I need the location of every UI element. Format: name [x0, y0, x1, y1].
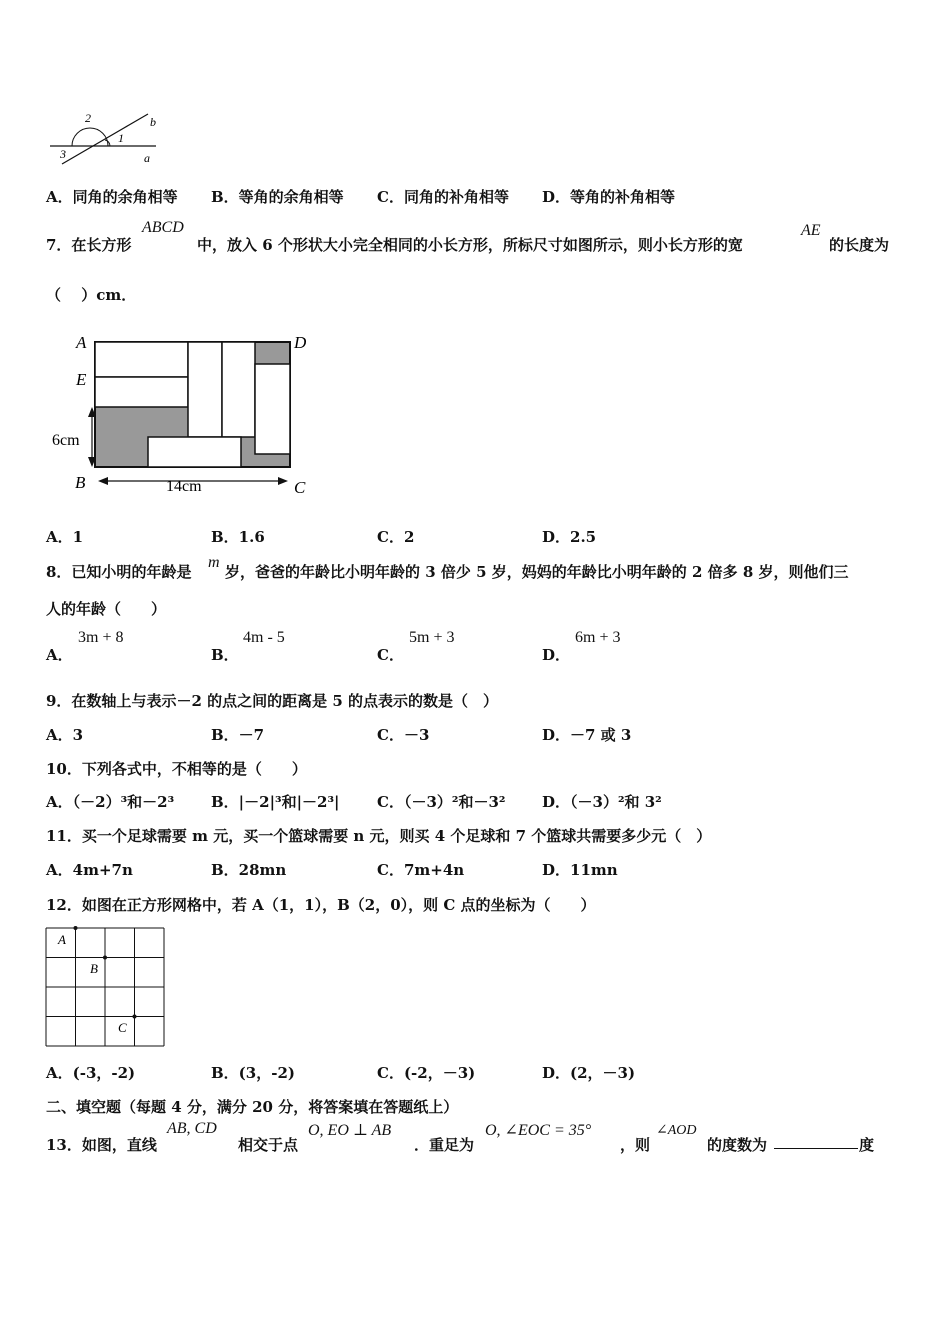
q9-text: 9．在数轴上与表示－2 的点之间的距离是 5 的点表示的数是（ ）	[46, 692, 498, 710]
q12-option-a: A．(-3，-2)	[46, 1064, 136, 1082]
q13-math-aod: ∠AOD	[656, 1123, 697, 1138]
q10-option-b: B．|－2|³和|－2³|	[211, 793, 340, 811]
small-rect-1	[95, 342, 188, 377]
small-rect-3	[188, 342, 222, 437]
height-label: 6cm	[52, 432, 80, 449]
q12-text: 12．如图在正方形网格中，若 A（1，1），B（2，0），则 C 点的坐标为（ ）	[46, 896, 596, 914]
q10-option-d: D．（－3）²和 3²	[542, 793, 662, 811]
q8-prefix: 8．已知小明的年龄是	[46, 563, 192, 581]
q13-suffix: 的度数为	[707, 1136, 768, 1154]
q8-option-d-expr: 6m + 3	[575, 629, 621, 646]
q10-option-c: C．（－3）²和－3²	[377, 793, 506, 811]
point-label-d: D	[294, 333, 307, 352]
line-label-a: a	[144, 151, 150, 165]
q7-math-ae: AE	[801, 222, 821, 239]
shaded-region-top-right	[255, 342, 290, 364]
q9-option-a: A．3	[46, 726, 84, 744]
q13-mid3: ，则	[620, 1136, 651, 1154]
angle-arc-2	[72, 128, 108, 146]
q8-math-m: m	[208, 554, 220, 571]
small-rect-2	[95, 377, 188, 407]
line-b	[62, 114, 148, 164]
q8-option-c-letter: C．	[377, 646, 404, 664]
q13-math-angle: O, ∠EOC = 35°	[485, 1122, 592, 1139]
q7-suffix: 的长度为	[829, 236, 890, 254]
q11-text: 11．买一个足球需要 m 元，买一个篮球需要 n 元，则买 4 个足球和 7 个篮球共需要多少元（ ）	[46, 827, 712, 845]
grid-label-a: A	[58, 932, 66, 947]
q7-option-a: A．1	[46, 528, 84, 546]
q8-option-d-letter: D．	[542, 646, 571, 664]
q12-option-b: B．(3，-2)	[211, 1064, 295, 1082]
q7-option-d: D．2.5	[542, 528, 597, 546]
q6-option-a: A．同角的余角相等	[46, 188, 178, 206]
q13-math-perp: O, EO ⊥ AB	[308, 1122, 392, 1139]
q9-option-c: C．－3	[377, 726, 430, 744]
angle-figure	[44, 106, 174, 170]
q13-mid1: 相交于点	[238, 1136, 299, 1154]
q11-option-c: C．7m+4n	[377, 861, 465, 879]
q8-option-c-expr: 5m + 3	[409, 629, 455, 646]
point-label-b: B	[75, 473, 86, 492]
grid-label-b: B	[90, 961, 98, 976]
q6-option-c: C．同角的补角相等	[377, 188, 509, 206]
q8-option-a-expr: 3m + 8	[78, 629, 124, 646]
q13-mid2: ．重足为	[414, 1136, 475, 1154]
point-label-a: A	[76, 333, 87, 352]
q8-suffix: 岁，爸爸的年龄比小明年龄的 3 倍少 5 岁，妈妈的年龄比小明年龄的 2 倍多 8 岁，则他们三	[225, 563, 849, 581]
q12-option-d: D．(2，－3)	[542, 1064, 636, 1082]
q11-option-a: A．4m+7n	[46, 861, 133, 879]
q13-unit: 度	[859, 1136, 875, 1154]
width-label: 14cm	[166, 478, 202, 495]
grid-label-c: C	[118, 1020, 127, 1035]
q13-prefix: 13．如图，直线	[46, 1136, 157, 1154]
angle-label-1: 1	[118, 131, 124, 145]
point-b	[103, 956, 107, 960]
q13-math-lines: AB, CD	[167, 1120, 217, 1137]
angle-label-2: 2	[85, 111, 91, 125]
point-a	[74, 926, 78, 930]
point-c	[133, 1015, 137, 1019]
q11-option-b: B．28mn	[211, 861, 287, 879]
small-rect-6	[148, 437, 241, 467]
q8-line2: 人的年龄（ ）	[46, 600, 167, 618]
q9-option-b: B．－7	[211, 726, 265, 744]
q6-option-d: D．等角的补角相等	[542, 188, 676, 206]
point-label-e: E	[76, 370, 87, 389]
q11-option-d: D．11mn	[542, 861, 618, 879]
q10-option-a: A．（－2）³和－2³	[46, 793, 175, 811]
q7-line2: （ ）cm．	[46, 286, 137, 304]
q8-option-b-letter: B．	[211, 646, 239, 664]
point-label-c: C	[294, 478, 306, 497]
q6-option-b: B．等角的余角相等	[211, 188, 344, 206]
grid-figure	[44, 926, 168, 1050]
q12-option-c: C．(-2，－3)	[377, 1064, 476, 1082]
q9-option-d: D．－7 或 3	[542, 726, 632, 744]
section-2-title: 二、填空题（每题 4 分，满分 20 分，将答案填在答题纸上）	[46, 1098, 459, 1116]
q10-text: 10．下列各式中，不相等的是（ ）	[46, 760, 307, 778]
line-label-b: b	[150, 115, 156, 129]
width-arrow-left	[98, 477, 108, 485]
q7-prefix: 7．在长方形	[46, 236, 132, 254]
q8-option-b-expr: 4m - 5	[243, 629, 285, 646]
q7-option-b: B．1.6	[211, 528, 265, 546]
rectangle-figure	[46, 325, 326, 500]
q8-option-a-letter: A．	[46, 646, 73, 664]
small-rect-5	[255, 364, 290, 454]
q13-answer-blank[interactable]	[774, 1134, 858, 1149]
angle-label-3: 3	[60, 147, 66, 161]
q7-mid: 中，放入 6 个形状大小完全相同的小长方形，所标尺寸如图所示，则小长方形的宽	[197, 236, 743, 254]
q7-option-c: C．2	[377, 528, 415, 546]
small-rect-4	[222, 342, 255, 437]
width-arrow-right	[278, 477, 288, 485]
q7-math-abcd: ABCD	[142, 219, 184, 236]
